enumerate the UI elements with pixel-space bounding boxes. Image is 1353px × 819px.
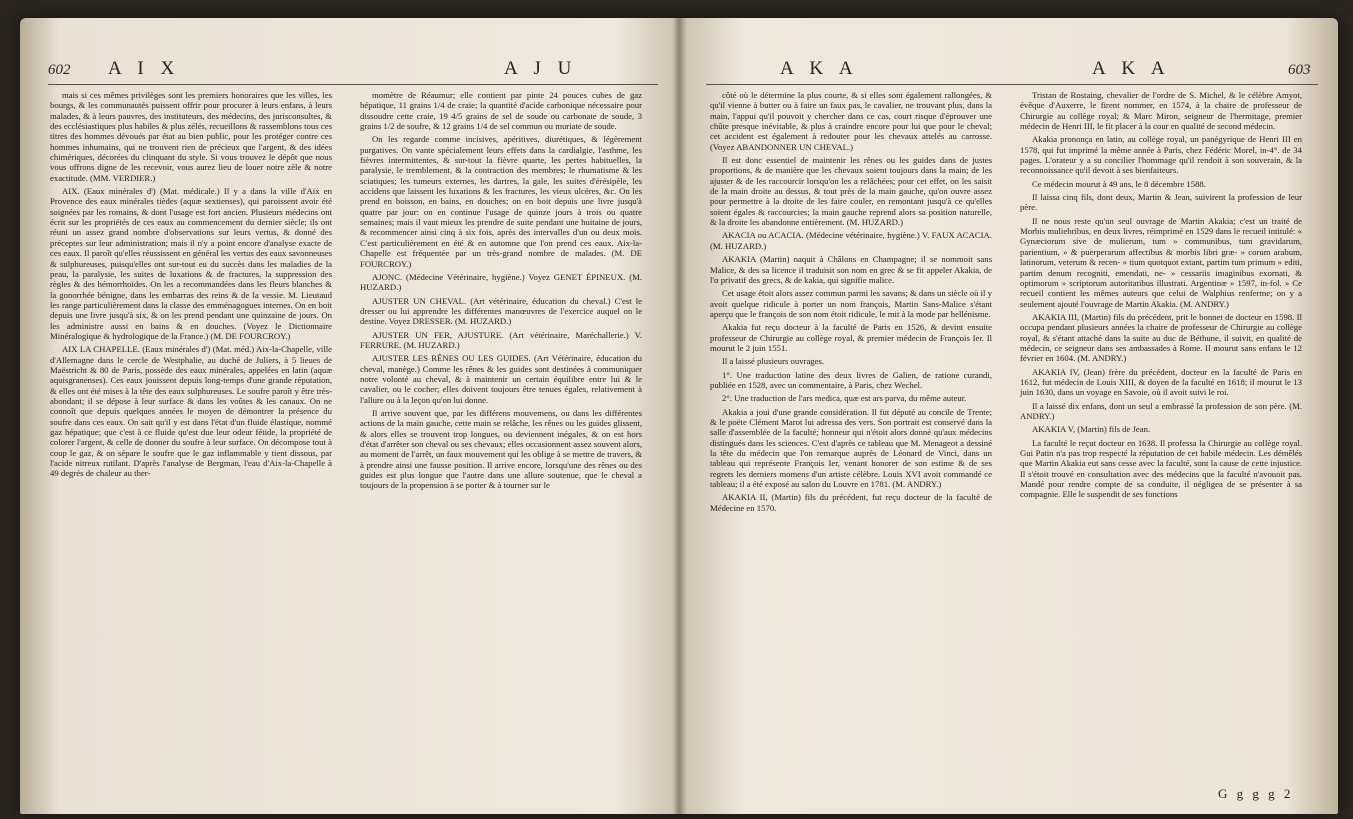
page-number-right: 603 — [1288, 62, 1311, 78]
right-page — [688, 18, 1338, 814]
paragraph: On les regarde comme incisives, apéritives, diurétiques, & légèrement purgatives. On vante spécialement leurs effets dans la cardialgie, l'asthme, les fièvres intermittentes, & sur-tout la fièvre quarte, les pertes habituelles, la paralysie, le tremblement, & la contraction des membres; le rhumatisme & les sciatiques; les tumeurs externes, les dartres, la gale, les suites d'érésipèle, les accidens que laissent les luxations & les fractures, les vieux ulcères, &c. On les prend en boisson, en bains, en douches; on en boit depuis une livre jusqu'à quatre par jour: on en continue l'usage de quinze jours à trois ou quatre semaines; mais il vaut mieux les prendre de suite pendant une huitaine de jours, & recommencer ainsi cinq à six fois, après des intervalles d'un ou deux mois. C'est particulièrement en été & en automne que l'on prend ces eaux. Aix-la-Chapelle est fréquentée par un très-grand nombre de malades. (M. DE FOURCROY.) — [360, 134, 642, 269]
paragraph: 1°. Une traduction latine des deux livres de Galien, de ratione curandi, publiée en 1528, avec un commentaire, à Paris, chez Wechel. — [710, 369, 992, 390]
paragraph: AKAKIA V, (Martin) fils de Jean. — [1032, 424, 1151, 435]
paragraph: AJUSTER UN FER, AJUSTURE. (Art vétérinaire, Maréchallerie.) V. FERRURE. (M. HUZARD.) — [360, 329, 642, 350]
paragraph: côté où le détermine la plus courte, & si elles sont également rallongées, & qu'il vienne à butter ou à faire un faux pas, le cavalier, ne trouvant plus, dans la main, l'appui qu'il pouvoit y chercher dans ce cas, court risque d'éprouver une chûte presque inévitable, & plus à craindre encore pour lui que pour le cheval; cet accident est également à redouter pour les chevaux attelés au carrosse. (Voyez ABANDONNER UN CHEVAL.) — [710, 90, 992, 152]
paragraph: AKAKIA II, (Martin) fils du précédent, fut reçu docteur de la faculté de Médecine en 1570. — [710, 492, 992, 513]
text-column-right-1 — [710, 90, 992, 516]
paragraph: AIX LA CHAPELLE. (Eaux minérales d') (Mat. méd.) Aix-la-Chapelle, ville d'Allemagne dans le cercle de Westphalie, au duché de Juliers, à 5 lieues de Maëstricht & 80 de Paris, possède des eaux minérales, appelées en latin (aquæ aquisgranenses). Ces eaux jouissent depuis long-temps d'une grande réputation, & elles ont été mises à la tête des eaux sulphureuses. Le soufre paroît y être très-abondant; il se dépose à leur surface & dans les voûtes & les canaux. On ne connoît que depuis quelques années le moyen de démontrer la présence du soufre dans ces eaux. On sait qu'il y est dans l'état d'un fluide élastique, nommé gaz hépatique; que c'est à ce fluide qu'est due leur odeur fétide, la propriété de colorer l'argent, & celle de donner du soufre à leur surface. On décompose tout à coup le gaz, & on sépare le soufre que le gaz inflammable y tient dissous, par l'acide nitreux rutilant. D'après l'analyse de Bergman, l'eau d'Aix-la-Chapelle à 49 degrés de chaleur au ther- — [50, 344, 332, 479]
text-column-left-2 — [360, 90, 642, 494]
paragraph: La faculté le reçut docteur en 1638. Il professa la Chirurgie au collège royal. Gui Patin n'a pas trop respecté la réputation de cet habile médecin. Les démêlés que Martin Akakia eut sans cesse avec la faculté, sont la cause de cette injustice. Il s'étoit trouvé en consultation avec des médecins que la faculté n'avouoit pas. Mandé pour rendre compte de sa conduite, il négligea de se présenter à sa compagnie. Elle le suspendit de ses fonctions — [1020, 437, 1302, 500]
paragraph: mais si ces mêmes privilèges sont les premiers honoraires que les villes, les bourgs, & les communautés puissent offrir pour procurer à leurs enfans, à leurs malades, & à leurs pauvres, des instituteurs, des médecins, des jurisconsultes, & des ecclésiastiques plus habiles & plus zélés, recueillons & rassemblons tous ces titres des hommes dévoués par état au bien public, pour les protéger contre ces hommes inhumains, qui ne trouvent rien de précieux que l'argent, & des idées chimériques, décorées du clinquant du style. Si vous trouvez le dépôt que nous vous offrons digne de les recevoir, vous aurez lieu de louer notre zèle & notre exactitude. (MM. VERDIER.) — [50, 90, 332, 183]
paragraph: Akakia prononça en latin, au collège royal, un panégyrique de Henri III en 1578, qui fut imprimé la même année à Paris, chez Fédéric Morel, in-4°. de 34 pages. L'orateur y a su concilier l'hommage qu'il rendoit à son souverain, & la reconnoissance qu'il devoit à ses bienfaiteurs. — [1020, 134, 1302, 176]
paragraph: AIX. (Eaux minérales d') (Mat. médicale.) Il y a dans la ville d'Aix en Provence des eaux minérales tièdes (aquæ sextienses), qui paroissent avoir été soignées par les romains, & dont l'usage est fort ancien. Plusieurs médecins ont écrit sur les propriétés de ces eaux au commencement du dernier siècle; ils ont réuni un assez grand nombre d'observations sur leurs vertus, & donné des préceptes sur leur administration; mais il n'y a point encore d'analyse exacte de ces eaux. Il paroît qu'elles réussissent en général les vertus des eaux savonneuses & sulphureuses, puisqu'elles ont sur-tout eu du succès dans les maladies de la peau, la paralysie, les suites de luxations & de fractures, la suppression des règles & des hémorrhoïdes. On les a recommandées dans les fleurs blanches & la gonorrhée bénigne, dans les embarras des reins & de la vessie. M. Lieutaud les range particulièrement dans la classe des emménagogues internes. On en boit depuis une livre jusqu'à six, & on les prend pendant une quinzaine de jours. On les administre aussi en bains & en douches. (Voyez le Dictionnaire Minéralogique & hydrologique de la France.) (M. DE FOURCROY.) — [50, 186, 332, 341]
paragraph: Il a laissé dix enfans, dont un seul a embrassé la profession de son père. (M. ANDRY.) — [1020, 400, 1302, 421]
paragraph: momètre de Réaumur; elle contient par pinte 24 pouces cubes de gaz hépatique, 11 grains 1/4 de craie; la quantité d'acide carbonique nécessaire pour dissoudre cette craie, 19 4/5 grains de sel de soude ou carbonate de soude, 3 grains 1/2 de soufre, & 12 grains 1/4 de sel commun ou muriate de soude. — [360, 90, 642, 132]
running-head-left-b: A J U — [504, 58, 578, 79]
paragraph: AKACIA ou ACACIA. (Médecine vétérinaire, hygiène.) V. FAUX ACACIA. (M. HUZARD.) — [710, 230, 992, 251]
paragraph: AJUSTER LES RÊNES OU LES GUIDES. (Art Vétérinaire, éducation du cheval, manège.) Comme les rênes & les guides sont destinées à communiquer notre volonté au cheval, & à maintenir un certain équilibre entre lui & le cavalier, ou le cocher; elles doivent toujours être tenues égales, relativement à l'allure ou à la leçon qu'on lui donne. — [360, 353, 642, 405]
text-column-left-1 — [50, 90, 332, 482]
running-head-left-a: A I X — [108, 58, 181, 79]
paragraph: 2°. Une traduction de l'ars medica, quæ est ars parva, du même auteur. — [722, 393, 967, 404]
running-head-right-a: A K A — [780, 58, 859, 79]
text-column-right-2 — [1020, 90, 1302, 503]
paragraph: Il ne nous reste qu'un seul ouvrage de Martin Akakia; c'est un traité de Morbis muliebribus, en deux livres, réimprimé en 1529 dans le recueil intitulé: « Gynæciorum sive de mulierum, tum » communibus, tum gravidarum, parientium, » & puerperarum affectibus & morbis libri græ- » corum arabum, latinorum, veterum & recen- » tium quotquot extant, partim tum primum » editi, partim denum recogniti, emendati, ne- » cessariis imaginibus exornati, & optimorum » scriptorum autoritatibus illustrati. Argentinæ » 1597, in-fol. » Ce recueil contient les mêmes auteurs que celui de Walphius renferme; on y a seulement ajouté l'ouvrage de Martin Akakia. (M. ANDRY.) — [1020, 215, 1302, 309]
paragraph: Ce médecin mourut à 49 ans, le 8 décembre 1588. — [1032, 178, 1206, 189]
paragraph: AJONC. (Médecine Vétérinaire, hygiène.) Voyez GENET ÉPINEUX. (M. HUZARD.) — [360, 271, 642, 293]
paragraph: AKAKIA IV, (Jean) frère du précédent, docteur en la faculté de Paris en 1612, fut médecin de Louis XIII, & doyen de la faculté en 1618; il mourut le 13 juin 1630, dans un voyage en Savoie, où il avoit suivi le roi. — [1020, 366, 1302, 398]
header-rule-right — [706, 84, 1318, 85]
paragraph: AKAKIA III, (Martin) fils du précédent, prit le bonnet de docteur en 1598. Il occupa pendant plusieurs années la chaire de professeur de Chirurgie au collège royal, & s'étant attaché dans la suite au duc de Béthune, il suivit, en qualité de médecin, ce seigneur dans ses ambassades à Rome. Il mourut sans enfans le 12 février en 1604. (M. ANDRY.) — [1020, 311, 1302, 364]
book-spread — [20, 18, 1338, 814]
paragraph: AJUSTER UN CHEVAL. (Art vétérinaire, éducation du cheval.) C'est le dresser ou lui apprendre les différentes manœuvres de l'exercice auquel on le destine. Voyez DRESSER. (M. HUZARD.) — [360, 295, 642, 327]
signature-mark: G g g g 2 — [1218, 786, 1294, 801]
paragraph: AKAKIA (Martin) naquit à Châlons en Champagne; il se nommoit sans Malice, & des sa licence il traduisit son nom en grec & se fit appeler Akakia, de l'α privatif des grecs, & de kakia, qui signifie malice. — [710, 254, 992, 285]
paragraph: Il est donc essentiel de maintenir les rênes ou les guides dans de justes proportions, & de manière que les chevaux soient toujours dans la main; de les ajuster & de les raccourcir lorsqu'on les a relâchées; pour cet effet, on les saisit de la main droite au dessus, & tout près de la main gauche, qu'on ouvre assez pour permettre à la droite de les faire couler, en remontant jusqu'à ce qu'elles soient égales & raccourcies; la main gauche reprend alors sa position naturelle, & la droite les abandonne entièrement. (M. HUZARD.) — [710, 155, 992, 228]
paragraph: Il a laissé plusieurs ouvrages. — [722, 356, 825, 367]
header-rule-left — [48, 84, 658, 85]
paragraph: Il arrive souvent que, par les différens mouvemens, ou dans les différentes actions de la main gauche, cette main se relâche, les rênes ou les guides glissent, & alors elles se trouvent trop longues, ou deviennent inégales, & on est hors d'état d'arrêter son cheval ou ses chevaux; elles occasionnent assez souvent alors, au moment de l'arrêt, un faux mouvement qui les oblige à se mettre de travers, & à prendre ainsi une fausse position. Il arrive encore, lorsqu'une des rênes ou des guides est plus longue que l'autre dans une allure soutenue, que le cheval a toujours de la propension à se porter & à tourner sur le — [360, 407, 642, 491]
left-page — [20, 18, 680, 814]
paragraph: Akakia fut reçu docteur à la faculté de Paris en 1526, & devint ensuite professeur de Chirurgie au collège royal, & premier médecin de François Ier. Il mourut le 2 juin 1551. — [710, 322, 992, 353]
paragraph: Il laissa cinq fils, dont deux, Martin & Jean, suivirent la profession de leur père. — [1020, 192, 1302, 213]
paragraph: Cet usage étoit alors assez commun parmi les savans; & dans un siècle où il y avoit quelque ridicule à porter un nom françois, Martin Sans-Malice s'étant aperçu que le françois de son nom étoit ridicule, le mit à la mode par hellénisme. — [710, 288, 992, 319]
paragraph: Tristan de Rostaing, chevalier de l'ordre de S. Michel, & le célèbre Amyot, évêque d'Auxerre, le firent nommer, en 1574, à la chaire de professeur de Chirurgie au collège royal; & Marc Miron, seigneur de l'hermitage, premier médecin de Henri III, le fit placer à la cour en qualité de second médecin. — [1020, 90, 1302, 132]
running-head-right-b: A K A — [1092, 58, 1171, 79]
paragraph: Akakia a joui d'une grande considération. Il fut député au concile de Trente; & le poëte Clément Marot lui adressa des vers. Son portrait est conservé dans la salle d'assemblée de la faculté; honneur qui n'étoit alors donné qu'aux médecins distingués dans les sciences. C'est d'après ce tableau que M. Menageot a dessiné la tête du médecin que l'on remarque auprès de Léonard de Vinci, dans un tableau qui représente François Ier, venant honorer de son estime & de ses regrets les derniers momens d'un artiste célèbre. Louis XVI avoit commandé ce tableau; il a été exposé au salon du Louvre en 1781. (M. ANDRY.) — [710, 406, 992, 490]
page-number-left: 602 — [48, 62, 71, 78]
